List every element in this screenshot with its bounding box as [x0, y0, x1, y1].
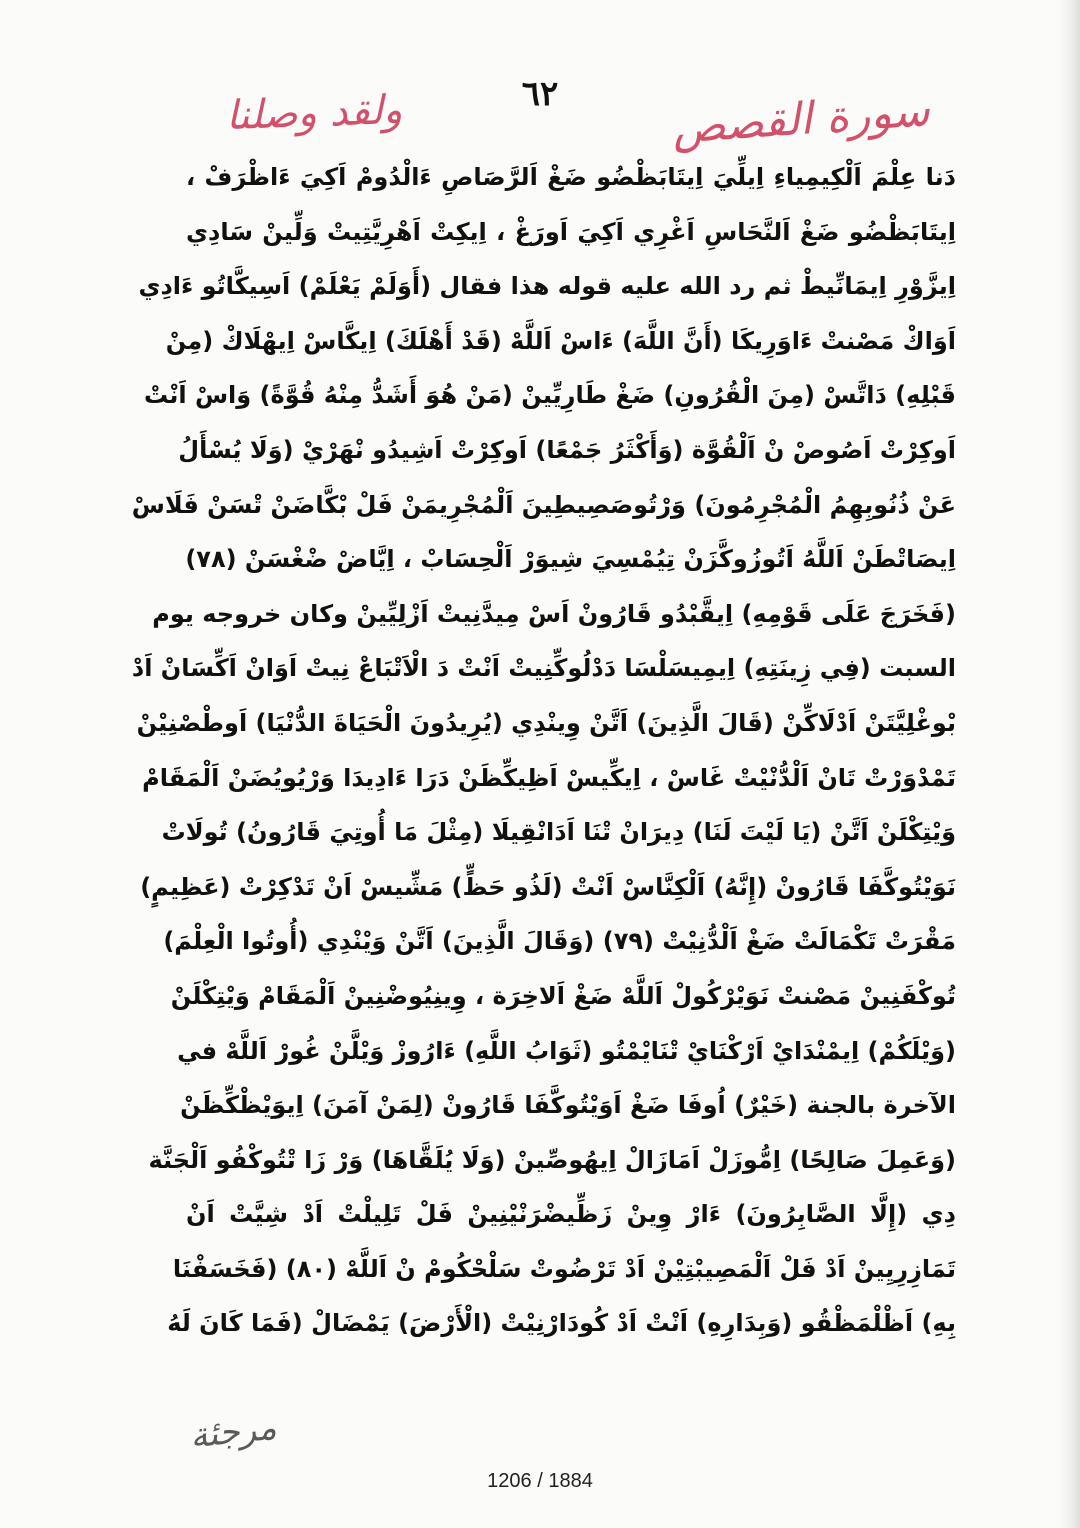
text-line: عَنْ ذُنُوبِهِمُ الْمُجْرِمُونَ) وَرْتُوصَصِيطِينَ اَلْمُجْرِيمَنْ فَلْ بْكَّاضَنْ تْسَنْ فَلَاسْ — [131, 490, 956, 519]
text-line: دَنا عِلْمَ اَلْكِيمِياءِ اِيلِّيَ اِيتَابَظْضُو ضَغْ اَلرَّصَاصِ ءَالْدُومْ اَكِيَ ءَاظْرَفْ ، — [186, 163, 956, 191]
text-line: تَمَازِرِيِينْ اَدْ فَلْ اَلْمَصِيبْتِيْنْ اَدْ تَرْضُوتْ سَلْحْكُومْ نْ اَللَّهْ (٨٠) (فَخَسَفْنَا — [172, 1254, 956, 1283]
text-line: تَمْدْوَرْتْ تَانْ اَلْدُّنْيْتْ غَاسْ ، اِيكِّيسْ اَظِيكِّظَنْ دَرَا ءَادِيدَا وَرْيُويُضَنْ اَلْمَقَامْ — [142, 763, 956, 792]
handwritten-signature: مرجئة — [188, 1407, 279, 1457]
text-line: (فَخَرَجَ عَلَى قَوْمِهِ) اِيقَّبْدُو قَارُونْ اَسْ مِيدَّنِيتْ اَزْلِيِّينْ وكان خروجه يوم — [152, 599, 956, 628]
page-edge-shadow — [1058, 0, 1080, 1528]
body-text — [131, 150, 956, 1351]
text-line: (وَيْلَكُمْ) اِيمْنْدَايْ اَرْكْنَايْ تْنَايْمْتُو (ثَوَابُ اللَّهِ) ءَارُوزْ وَيْلَّنْ غُورْ اَللَّهْ في — [177, 1036, 956, 1065]
page-number: ٦٢ — [521, 74, 559, 114]
page-counter: 1206 / 1884 — [487, 1470, 593, 1492]
text-line: قَبْلِهِ) دَاتَّسْ (مِنَ الْقُرُونِ) ضَغْ طَارِيِّينْ (مَنْ هُوَ أَشَدُّ مِنْهُ قُوَّةً) وَاسْ اَنْتْ — [143, 381, 956, 410]
text-line: بِهِ) اَظْلْمَظْقُو (وَبِدَارِهِ) اَنْتْ اَدْ كُودَارْنِيْتْ (الْأَرْضَ) يَمْضَالْ (فَمَا كَانَ لَهُ — [167, 1309, 956, 1338]
text-line: نَوَيْتُوكَّفَا قَارُونْ (إِنَّهُ) اَلْكِنَّاسْ اَنْتْ (لَذُو حَظٍّ) مَشِّيسْ اَنْ تَدْكِرْتْ (عَظِيمٍ) — [140, 872, 956, 901]
handwritten-surah-annotation: سورة القصص — [670, 85, 932, 154]
text-line: تُوكْفَنِينْ مَصْنتْ نَوَيْرْكُولْ اَللَّهْ ضَغْ اَلاخِرَة ، وِينِيُوضْنِينْ اَلْمَقَامْ وَيْتِكْلَنْ — [170, 981, 956, 1010]
text-line: اِيزَّوْرِ اِيمَانِّيطْ ثم رد الله عليه قوله هذا فقال (أَوَلَمْ يَعْلَمْ) اَسِيكَّاتُو ءَادِي — [138, 272, 956, 301]
text-line: الآخرة بالجنة (خَيْرٌ) اُوفَا ضَغْ اَوَيْتُوكَّفَا قَارُونْ (لِمَنْ آمَنَ) اِيوَيْظْكِّظَنْ — [180, 1091, 956, 1120]
text-line: بْوغْلِيَّتَنْ اَدْلَاكِّنْ (قَالَ الَّذِينَ) اَتَّنْ وِينْدِي (يُرِيدُونَ الْحَيَاةَ الدُّنْيَا) اَوطْصْنِيْنْ — [136, 708, 956, 737]
text-line: اَوَاكْ مَصْنتْ ءَاوَرِيكَا (أَنَّ اللَّهَ) ءَاسْ اَللَّهْ (قَدْ أَهْلَكَ) اِيكَّاسْ اِيهْلَاكْ (مِنْ — [165, 326, 956, 355]
text-line: دِي (إِلَّا الصَّابِرُونَ) ءَارْ وِينْ زَظِّيضْرَنْيْنِينْ فَلْ تَلِيلْتْ اَدْ شِيَّتْ اَنْ — [186, 1200, 956, 1229]
text-line: اِيصَاتْطَنْ اَللَّهُ اَتُوزُوكَّزَنْ تِيُمْسِيَ شِيوَرْ اَلْحِسَابْ ، اِيَّاضْ ضْغْسَنْ (٧٨) — [185, 545, 956, 574]
text-line: وَيْتِكْلَنْ اَتَّنْ (يَا لَيْتَ لَنَا) دِيرَانْ تْنَا اَدَانْقِيلَا (مِثْلَ مَا أُوتِيَ قَارُونُ) تُولَاتْ — [161, 818, 956, 847]
text-line: مَقْرَتْ تَكْمَالَتْ ضَغْ اَلْدُّنِيْتْ (٧٩) (وَقَالَ الَّذِينَ) اَتَّنْ وَيْنْدِي (أُوتُوا الْعِلْمَ) — [163, 927, 956, 956]
text-line: (وَعَمِلَ صَالِحًا) اِمُّوزَلْ اَمَازَالْ اِيهُوصِّينْ (وَلَا يُلَقَّاهَا) وَرْ زَا تْتُوكْفُو اَلْجَنَّة — [148, 1145, 956, 1174]
text-line: اِيتَابَظْضُو ضَغْ اَلنَّحَاسِ اَغْرِي اَكِيَ اَورَغْ ، اِيكِتْ اَهْرِيَّتِيتْ وَلِّينْ سَادِي — [186, 217, 956, 246]
handwritten-section-annotation: ولقد وصلنا — [225, 86, 403, 140]
text-line: اَوكِرْتْ اَصُوصْ نْ اَلْقُوَّة (وَأَكْثَرُ جَمْعًا) اَوكِرْتْ اَشِيدُو نْهَرْيْ (وَلَا يُسْأَلُ — [178, 435, 956, 464]
text-line: السبت (فِي زِينَتِهِ) اِيمِيسَلْسَا دَدْلُوكِّنِيتْ اَنْتْ دَ الْاَتْبَاعْ نِيتْ اَوَانْ اَكِّسَانْ اَدْ — [131, 654, 956, 683]
